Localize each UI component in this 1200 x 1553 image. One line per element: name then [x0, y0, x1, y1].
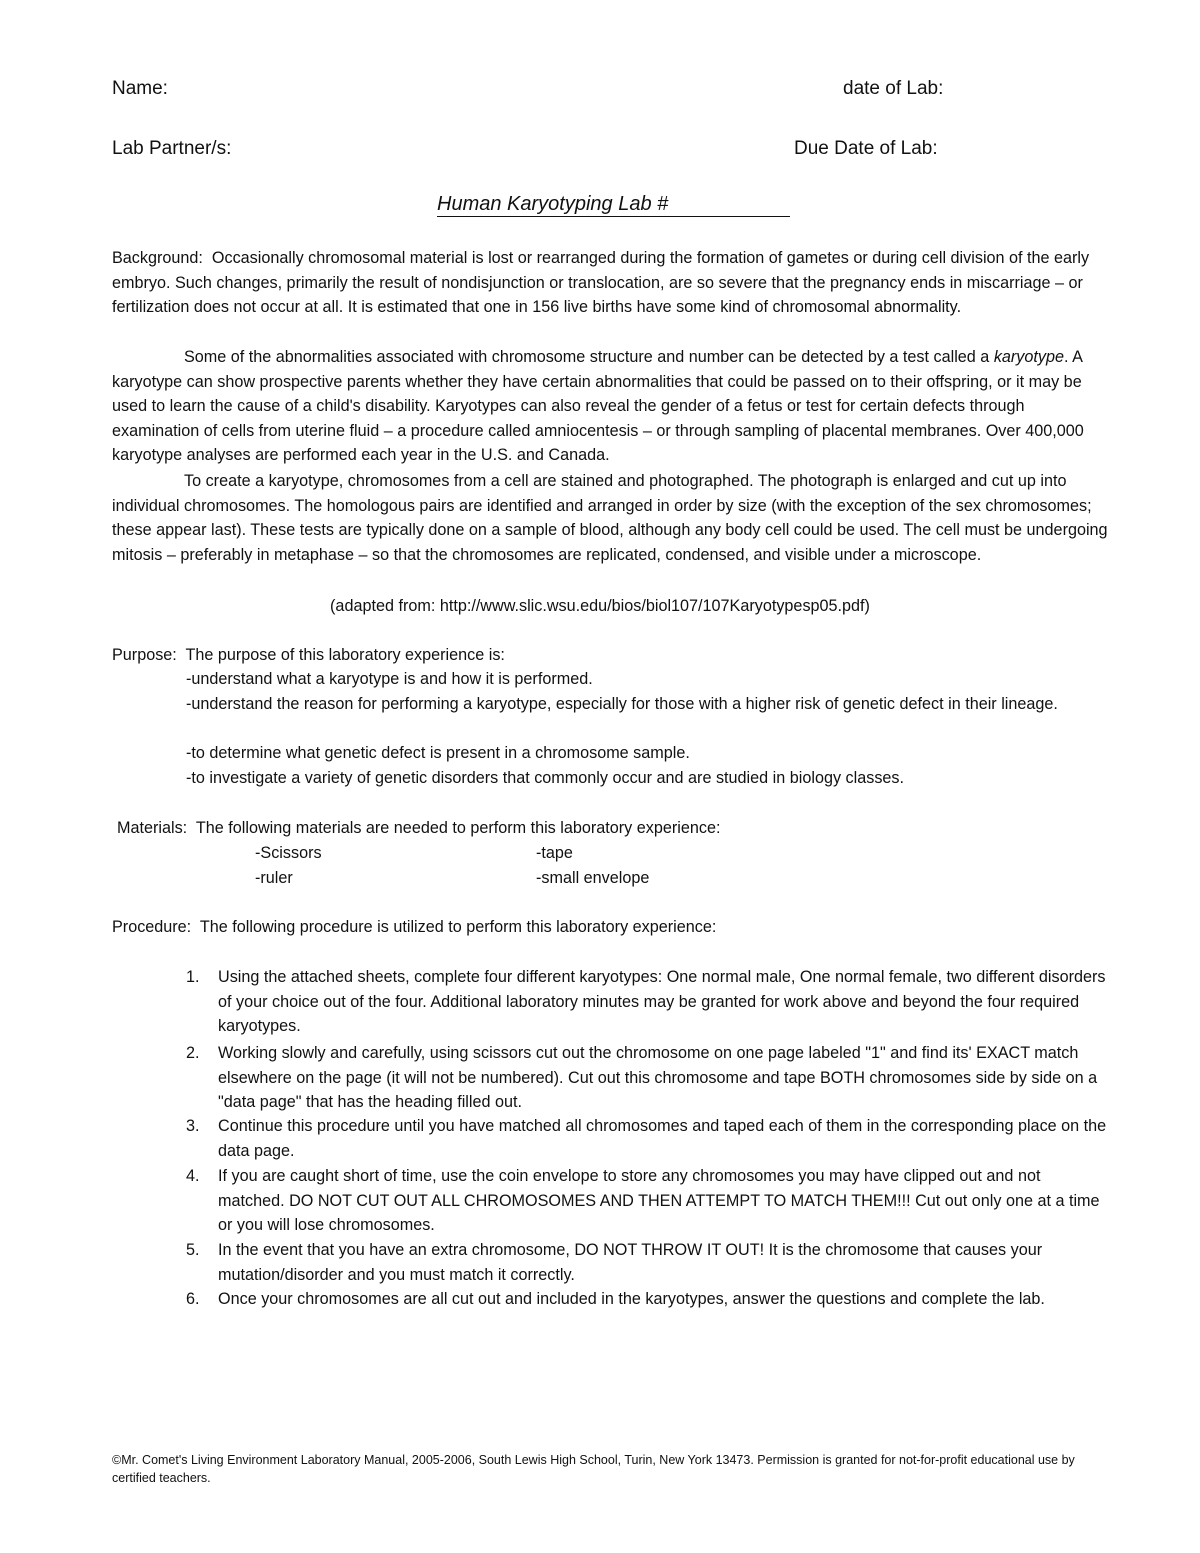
- due-date-label: Due Date of Lab:: [794, 138, 938, 159]
- background-paragraph-3: To create a karyotype, chromosomes from a cell are stained and photographed. The photograph is enlarged and cut up into individual chromosomes. The homologous pairs are identified and arranged in order by size (with the exception of the sex chromosomes; these appear last). These tests are typically done on a sample of blood, although any body cell could be used. The cell must be undergoing mitosis – preferably in metaphase – so that the chromosomes are replicated, condensed, and visible under a microscope.: [112, 472, 1108, 564]
- procedure-step: Working slowly and carefully, using scissors cut out the chromosome on one page labeled "1" and find its' EXACT match elsewhere on the page (it will not be numbered). Cut out this chromosome and tape BOTH chromosomes side by side on a "data page" that has the heading filled out.: [218, 1044, 1098, 1112]
- procedure-step: Once your chromosomes are all cut out and included in the karyotypes, answer the questions and complete the lab.: [218, 1290, 1045, 1308]
- source-citation: (adapted from: http://www.slic.wsu.edu/bios/biol107/107Karyotypesp05.pdf): [330, 597, 870, 615]
- step-number: 5.: [186, 1241, 200, 1259]
- purpose-item: -understand the reason for performing a karyotype, especially for those with a higher risk of genetic defect in their lineage.: [186, 695, 1058, 713]
- procedure-step: If you are caught short of time, use the coin envelope to store any chromosomes you may have clipped out and not matched. DO NOT CUT OUT ALL CHROMOSOMES AND THEN ATTEMPT TO MATCH THEM!!! Cut out only one at a time or you will lose chromosomes.: [218, 1167, 1100, 1235]
- material-item: -tape: [536, 844, 573, 862]
- purpose-heading: Purpose:: [112, 646, 177, 664]
- step-number: 6.: [186, 1290, 200, 1308]
- background-p2-text-a: Some of the abnormalities associated with chromosome structure and number can be detected by a test called a: [184, 348, 990, 366]
- background-p1-text: Occasionally chromosomal material is lost or rearranged during the formation of gametes or during cell division of the early embryo. Such changes, primarily the result of nondisjunction or translocation, are so severe that the pregnancy ends in miscarriage – or fertilization does not occur at all. It is estimated that one in 156 live births have some kind of chromosomal abnormality.: [112, 249, 1090, 317]
- material-item: -small envelope: [536, 869, 650, 887]
- procedure-line: [112, 915, 716, 940]
- purpose-item: -to investigate a variety of genetic disorders that commonly occur and are studied in biology classes.: [186, 769, 905, 787]
- procedure-step: Continue this procedure until you have matched all chromosomes and taped each of them in the corresponding place on the data page.: [218, 1117, 1107, 1160]
- materials-intro: The following materials are needed to perform this laboratory experience:: [195, 819, 721, 837]
- lab-partner-label: Lab Partner/s:: [112, 138, 232, 159]
- material-item: -Scissors: [255, 844, 322, 862]
- background-p2-text-b: . A karyotype can show prospective parents whether they have certain abnormalities that could be passed on to their offspring, or it may be used to learn the cause of a child's disability. Karyotypes can also reveal the gender of a fetus or test for certain defects through examination of cells from uterine fluid – a procedure called amniocentesis – or through sampling of placental membranes. Over 400,000 karyotype analyses are performed each year in the U.S. and Canada.: [112, 348, 1084, 465]
- name-label: Name:: [112, 78, 168, 99]
- step-number: 2.: [186, 1044, 200, 1062]
- procedure-intro: The following procedure is utilized to perform this laboratory experience:: [199, 918, 717, 936]
- procedure-step: Using the attached sheets, complete four different karyotypes: One normal male, One normal female, two different disorders of your choice out of the four. Additional laboratory minutes may be granted for work above and beyond the four required karyotypes.: [218, 968, 1106, 1036]
- procedure-heading: Procedure:: [112, 918, 192, 936]
- purpose-line: [112, 643, 1112, 668]
- background-heading: Background:: [112, 249, 203, 267]
- step-number: 4.: [186, 1167, 200, 1185]
- step-number: 3.: [186, 1117, 200, 1135]
- materials-heading: Materials:: [117, 819, 188, 837]
- background-paragraph-2: [112, 345, 1112, 468]
- date-of-lab-label: date of Lab:: [843, 78, 944, 99]
- karyotype-term: karyotype: [993, 348, 1064, 366]
- page-title: Human Karyotyping Lab #: [437, 192, 790, 217]
- materials-line: [117, 816, 720, 841]
- purpose-intro: The purpose of this laboratory experience is:: [185, 646, 505, 664]
- procedure-step: In the event that you have an extra chromosome, DO NOT THROW IT OUT! It is the chromosome that causes your mutation/disorder and you must match it correctly.: [218, 1241, 1043, 1284]
- background-paragraph-1: [112, 246, 1112, 320]
- step-number: 1.: [186, 968, 200, 986]
- purpose-item: -to determine what genetic defect is present in a chromosome sample.: [186, 744, 690, 762]
- material-item: -ruler: [255, 869, 293, 887]
- purpose-item: -understand what a karyotype is and how it is performed.: [186, 670, 593, 688]
- copyright-footer: ©Mr. Comet's Living Environment Laboratory Manual, 2005-2006, South Lewis High School, Turin, New York 13473. Permission is granted for not-for-profit educational use by certified teachers.: [112, 1453, 1075, 1485]
